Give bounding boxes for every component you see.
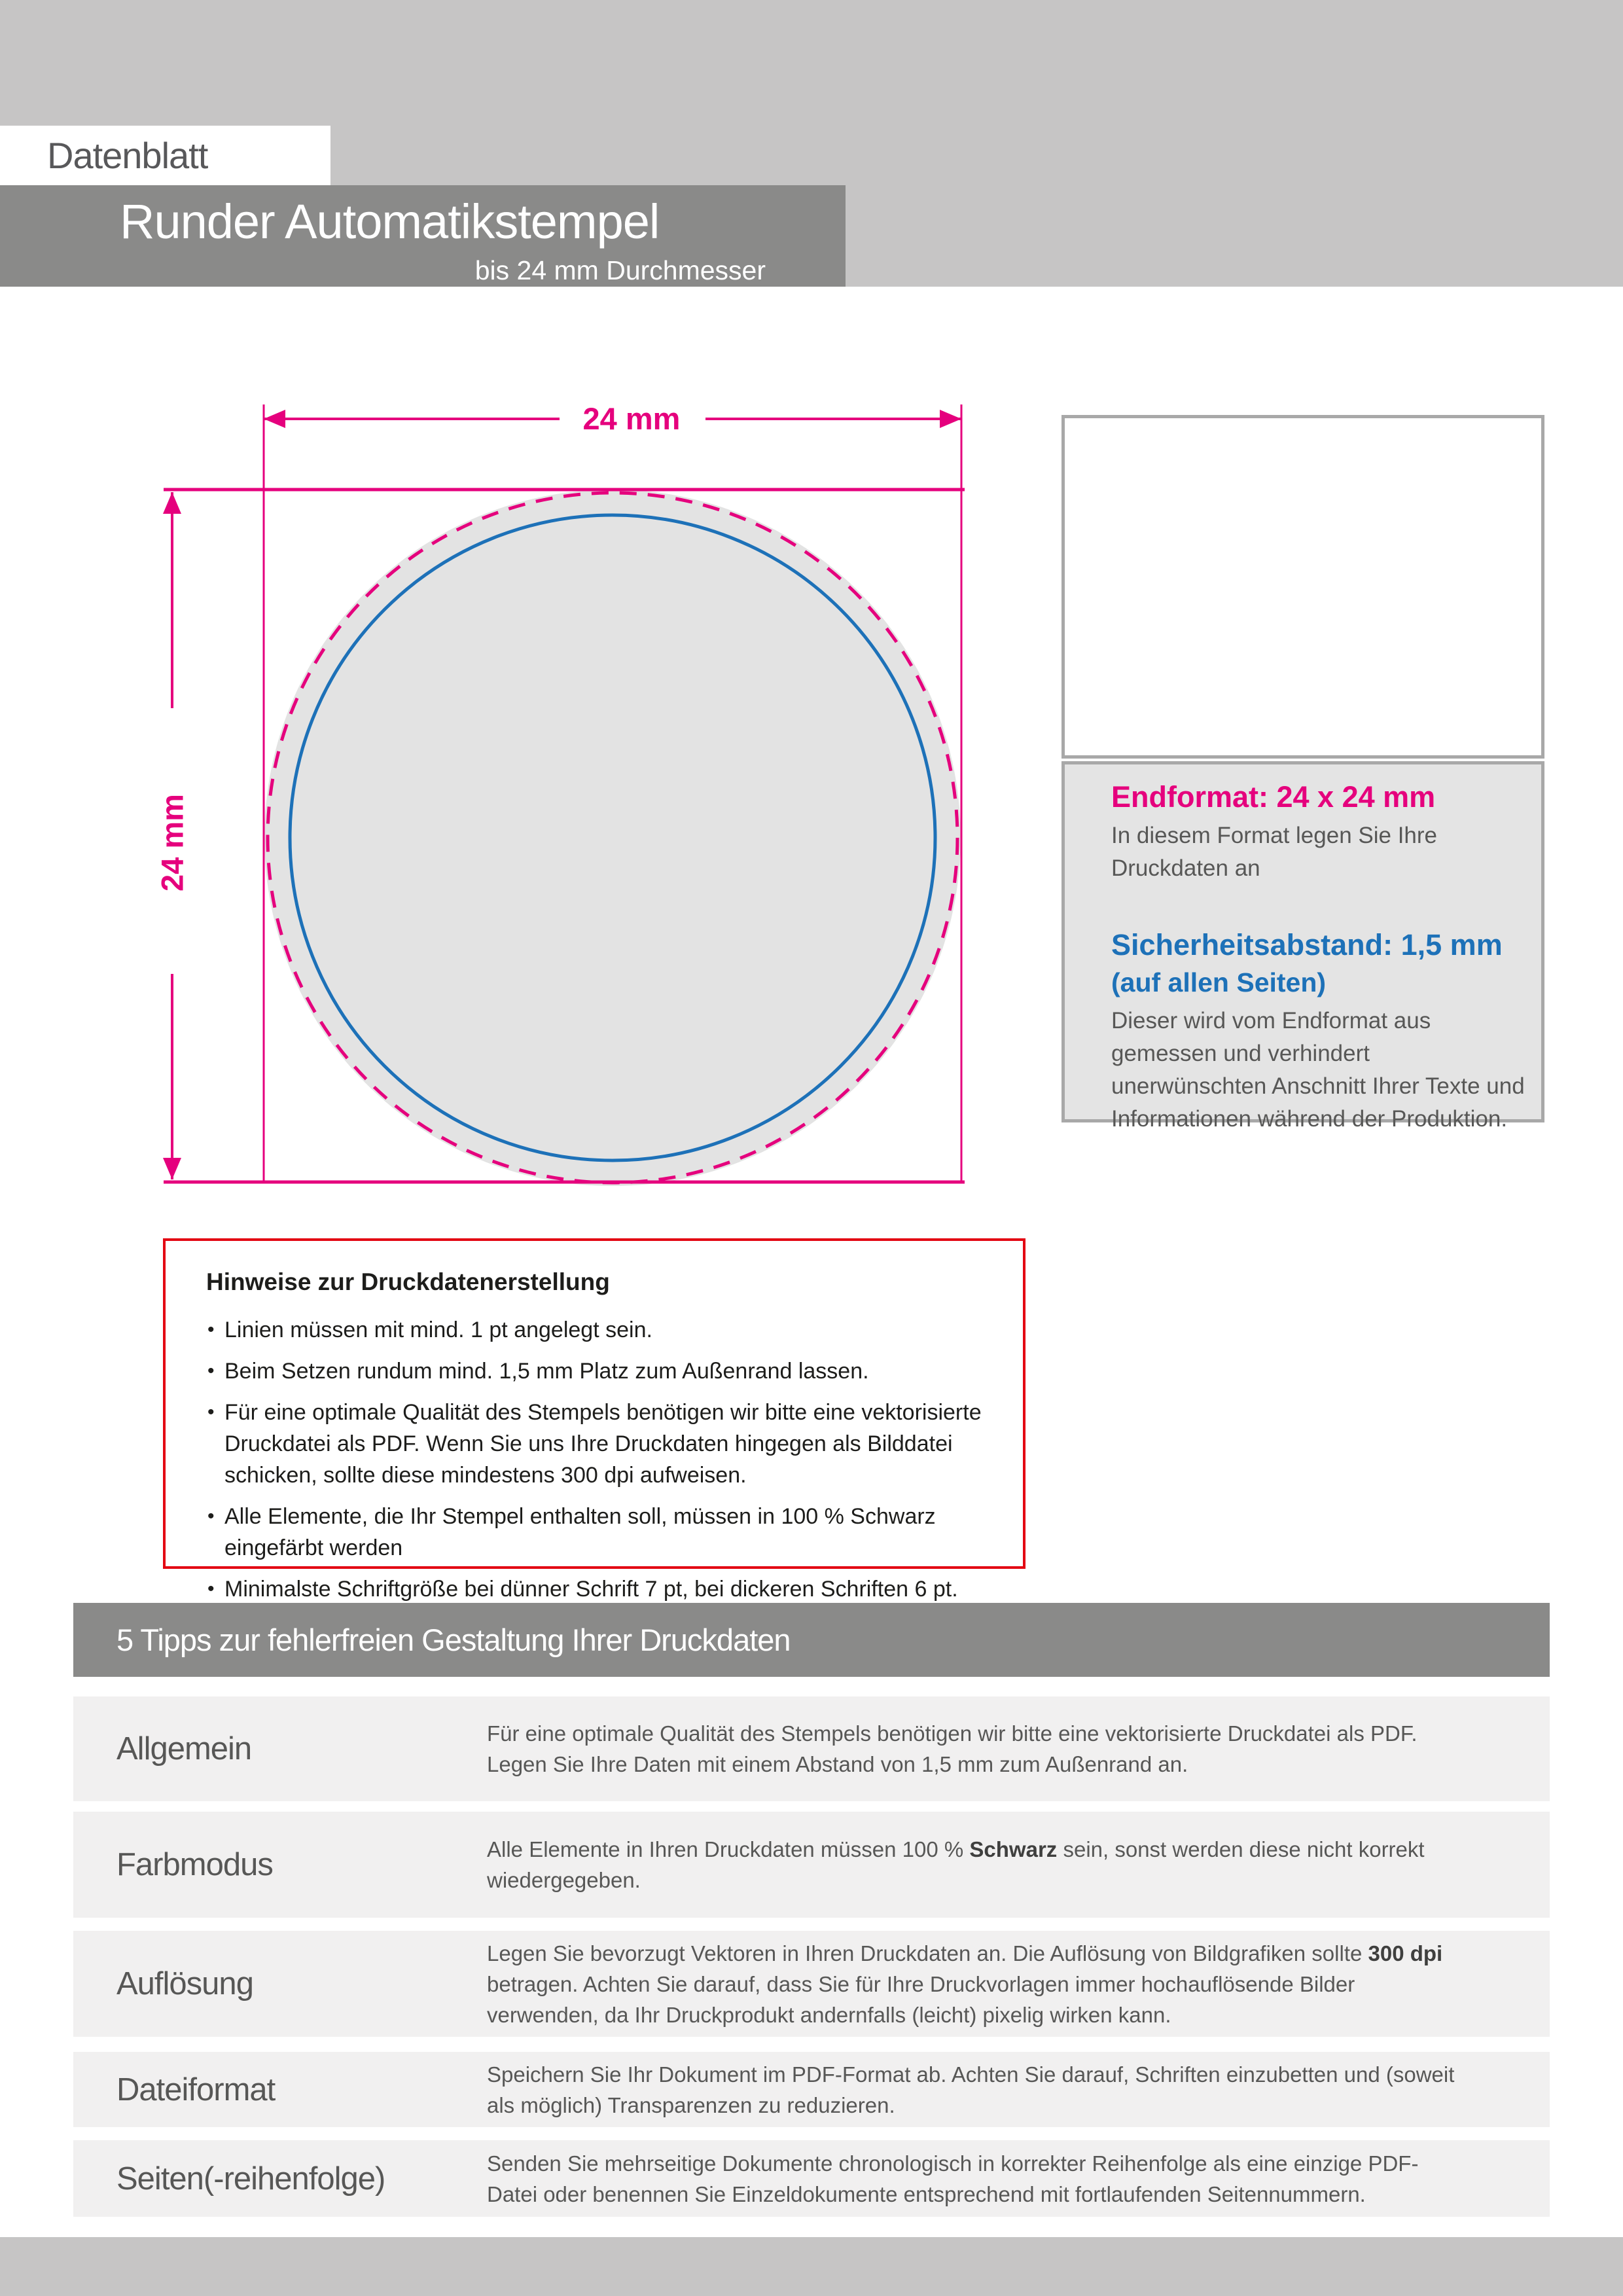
hinweise-bullet: • Beim Setzen rundum mind. 1,5 mm Platz zum Außenrand lassen. bbox=[206, 1355, 987, 1387]
footer-gray-band bbox=[0, 2237, 1623, 2296]
endformat-title: Endformat: 24 x 24 mm bbox=[1111, 780, 1436, 814]
safety-distance-description: Dieser wird vom Endformat aus gemessen und verhindert unerwünschten Anschnitt Ihrer Texte und Informationen während der Produktion. bbox=[1111, 1008, 1525, 1132]
tip-row-text: Alle Elemente in Ihren Druckdaten müssen 100 % Schwarz sein, sonst werden diese nicht korrekt wiedergegeben. bbox=[487, 1837, 1425, 1892]
page-title: Runder Automatikstempel bbox=[120, 194, 660, 249]
tip-row-label: Farbmodus bbox=[116, 1847, 273, 1882]
safety-distance-subtitle: (auf allen Seiten) bbox=[1111, 967, 1327, 997]
tip-row-text: Legen Sie bevorzugt Vektoren in Ihren Druckdaten an. Die Auflösung von Bildgrafiken sollte 300 dpi betragen. Achten Sie darauf, dass Sie für Ihre Druckvorlagen immer hochauflösende Bilder verwenden, da Ihr Druckprodukt andernfalls (leicht) pixelig wirken kann. bbox=[487, 1941, 1443, 2027]
page-subtitle: bis 24 mm Durchmesser bbox=[474, 255, 766, 285]
hinweise-bullet-list bbox=[206, 1314, 987, 1605]
tip-row-label: Allgemein bbox=[116, 1731, 252, 1767]
tip-row bbox=[73, 2052, 1550, 2127]
tip-row-text: Speichern Sie Ihr Dokument im PDF-Format ab. Achten Sie darauf, Schriften einzubetten und (soweit als möglich) Transparenzen zu reduzieren. bbox=[487, 2062, 1455, 2117]
print-data-notes-box bbox=[163, 1238, 1026, 1602]
arrow-down-icon bbox=[163, 1158, 181, 1179]
tip-row-text: Senden Sie mehrseitige Dokumente chronologisch in korrekter Reihenfolge als eine einzige PDF-Datei oder benennen Sie Einzeldokumente entsprechend mit fortlaufenden Seitennummern. bbox=[487, 2151, 1419, 2206]
arrow-left-icon bbox=[264, 410, 285, 428]
datenblatt-label: Datenblatt bbox=[47, 135, 208, 176]
arrow-up-icon bbox=[163, 492, 181, 514]
tipps-rows bbox=[73, 1696, 1550, 2217]
tip-row bbox=[73, 1812, 1550, 1918]
tip-row bbox=[73, 2140, 1550, 2217]
notes-title: Hinweise zur Druckdatenerstellung bbox=[206, 1268, 610, 1295]
hinweise-bullet: • Alle Elemente, die Ihr Stempel enthalten soll, müssen in 100 % Schwarz eingefärbt werden bbox=[206, 1501, 987, 1564]
safety-circle bbox=[290, 515, 935, 1160]
height-dimension-label: 24 mm bbox=[154, 794, 190, 891]
width-dimension-label: 24 mm bbox=[582, 401, 681, 436]
tip-row bbox=[73, 1696, 1550, 1801]
hinweise-bullet: • Minimalste Schriftgröße bei dünner Schrift 7 pt, bei dickeren Schriften 6 pt. bbox=[206, 1573, 987, 1605]
endformat-circle bbox=[268, 493, 957, 1183]
endformat-description: In diesem Format legen Sie Ihre Druckdaten an bbox=[1111, 823, 1438, 881]
safety-distance-title: Sicherheitsabstand: 1,5 mm bbox=[1111, 928, 1503, 961]
tip-row bbox=[73, 1931, 1550, 2037]
hinweise-bullet: • Für eine optimale Qualität des Stempels benötigen wir bitte eine vektorisierte Druckdatei als PDF. Wenn Sie uns Ihre Druckdaten hingegen als Bilddatei schicken, sollte diese mindestens 300 dpi aufweisen. bbox=[206, 1397, 987, 1491]
tip-row-label: Seiten(-reihenfolge) bbox=[116, 2161, 385, 2197]
tips-section-title: 5 Tipps zur fehlerfreien Gestaltung Ihrer Druckdaten bbox=[116, 1623, 791, 1657]
tip-row-label: Auflösung bbox=[116, 1966, 253, 2001]
stamp-plate-circle bbox=[264, 490, 961, 1186]
tips-section-header bbox=[73, 1603, 1550, 1677]
datenblatt-badge bbox=[0, 126, 330, 185]
hinweise-bullet: • Linien müssen mit mind. 1 pt angelegt sein. bbox=[206, 1314, 987, 1346]
tip-row-text: Für eine optimale Qualität des Stempels benötigen wir bitte eine vektorisierte Druckdatei als PDF. Legen Sie Ihre Daten mit einem Abstand von 1,5 mm zum Außenrand an. bbox=[487, 1721, 1418, 1776]
arrow-right-icon bbox=[940, 410, 961, 428]
tip-row-label: Dateiformat bbox=[116, 2072, 276, 2108]
zoom-detail-panel bbox=[1061, 415, 1544, 759]
